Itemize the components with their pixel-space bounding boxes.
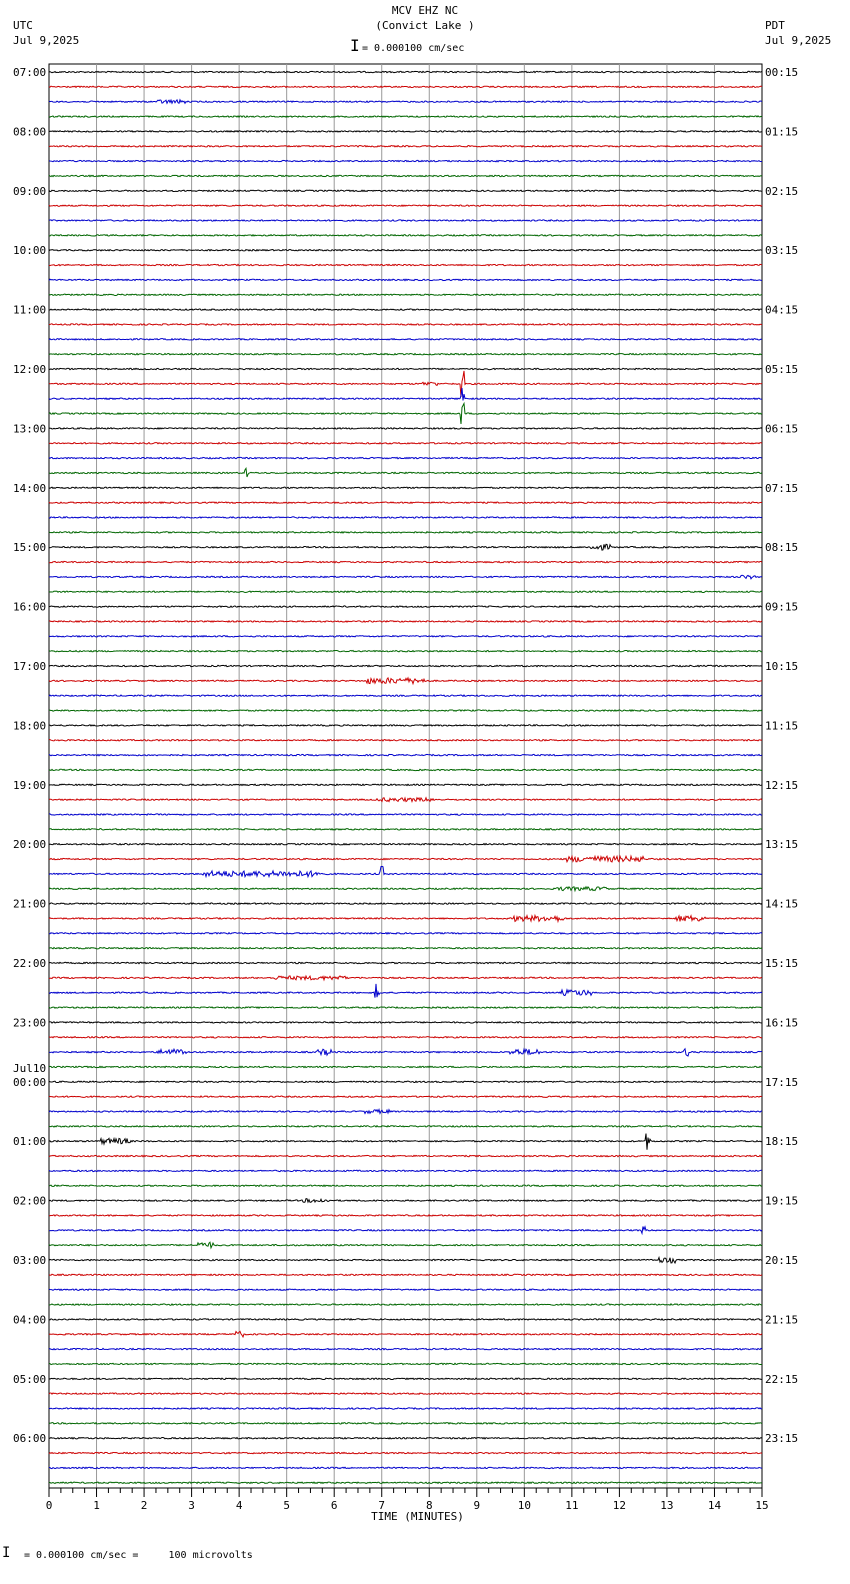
seismic-trace bbox=[49, 962, 762, 963]
seismic-trace bbox=[49, 1378, 762, 1379]
seismic-trace bbox=[49, 1096, 762, 1097]
pdt-hour-label: 20:15 bbox=[765, 1254, 799, 1267]
seismic-trace bbox=[49, 1134, 762, 1150]
seismic-trace bbox=[49, 650, 762, 651]
utc-hour-label: 02:00 bbox=[13, 1194, 47, 1208]
seismic-trace bbox=[49, 784, 762, 785]
scale-bar-icon: I bbox=[350, 36, 360, 55]
utc-hour-label: 18:00 bbox=[13, 719, 47, 733]
left-date: Jul 9,2025 bbox=[13, 34, 80, 47]
seismic-trace bbox=[49, 468, 762, 477]
seismic-trace bbox=[49, 371, 762, 397]
x-tick-label: 13 bbox=[660, 1499, 674, 1512]
seismic-trace bbox=[49, 621, 762, 622]
pdt-hour-label: 12:15 bbox=[765, 778, 799, 792]
seismic-trace bbox=[49, 1066, 762, 1067]
seismic-trace bbox=[49, 844, 762, 845]
seismic-trace bbox=[49, 339, 762, 340]
seismic-trace bbox=[49, 1319, 762, 1320]
utc-hour-label: 04:00 bbox=[13, 1313, 47, 1327]
seismic-trace bbox=[49, 1274, 762, 1275]
seismic-trace bbox=[49, 235, 762, 236]
station-title: MCV EHZ NC bbox=[391, 4, 459, 17]
seismic-trace bbox=[49, 443, 762, 444]
utc-hour-label: 23:00 bbox=[13, 1016, 47, 1030]
scale-label: = 0.000100 cm/sec bbox=[362, 43, 465, 54]
utc-hour-label: 10:00 bbox=[13, 244, 47, 258]
utc-hour-label: 21:00 bbox=[13, 897, 47, 911]
seismic-trace bbox=[49, 798, 762, 802]
seismic-trace bbox=[49, 1126, 762, 1127]
utc-hour-label: 20:00 bbox=[13, 838, 47, 852]
seismic-trace bbox=[49, 866, 762, 876]
seismic-trace bbox=[49, 916, 762, 922]
seismic-trace bbox=[49, 279, 762, 280]
pdt-hour-label: 19:15 bbox=[765, 1194, 799, 1208]
seismic-trace bbox=[49, 1452, 762, 1453]
seismic-trace bbox=[49, 160, 762, 161]
right-timezone: PDT bbox=[765, 19, 785, 32]
seismic-trace bbox=[49, 725, 762, 726]
pdt-hour-label: 11:15 bbox=[765, 719, 799, 733]
seismic-trace bbox=[49, 1110, 762, 1114]
pdt-hour-label: 15:15 bbox=[765, 957, 799, 970]
footer-scale-text: = 0.000100 cm/sec = 100 microvolts bbox=[24, 1550, 253, 1561]
seismic-trace bbox=[49, 933, 762, 934]
x-tick-label: 14 bbox=[707, 1499, 722, 1512]
pdt-hour-label: 00:15 bbox=[765, 66, 799, 79]
pdt-hour-label: 01:15 bbox=[765, 125, 799, 139]
x-tick-label: 2 bbox=[140, 1499, 148, 1512]
utc-hour-label: 19:00 bbox=[13, 778, 47, 792]
seismic-trace bbox=[49, 353, 762, 354]
seismic-trace bbox=[49, 131, 762, 132]
seismic-trace bbox=[49, 116, 762, 117]
x-tick-label: 0 bbox=[45, 1499, 53, 1512]
pdt-hour-label: 21:15 bbox=[765, 1313, 799, 1327]
x-tick-label: 7 bbox=[378, 1499, 386, 1512]
seismic-trace bbox=[49, 829, 762, 830]
seismic-trace bbox=[49, 100, 762, 103]
seismic-trace bbox=[49, 1438, 762, 1439]
seismic-trace bbox=[49, 903, 762, 904]
seismic-trace bbox=[49, 1049, 762, 1056]
utc-hour-label: 11:00 bbox=[13, 303, 47, 317]
seismic-trace bbox=[49, 404, 762, 425]
pdt-hour-label: 09:15 bbox=[765, 600, 799, 614]
seismic-trace bbox=[49, 1304, 762, 1305]
seismic-trace bbox=[49, 636, 762, 637]
utc-hour-label: 00:00 bbox=[13, 1075, 47, 1089]
seismic-trace bbox=[49, 1331, 762, 1337]
pdt-hour-label: 03:15 bbox=[765, 244, 799, 258]
seismic-trace bbox=[49, 769, 762, 770]
utc-hour-label: 15:00 bbox=[13, 541, 47, 555]
x-tick-label: 10 bbox=[517, 1499, 531, 1512]
seismic-trace bbox=[49, 984, 762, 998]
x-tick-label: 9 bbox=[473, 1499, 481, 1512]
utc-hour-label: 03:00 bbox=[13, 1254, 47, 1267]
seismic-trace bbox=[49, 740, 762, 741]
seismic-trace bbox=[49, 1482, 762, 1483]
seismic-trace bbox=[49, 532, 762, 533]
pdt-hour-label: 10:15 bbox=[765, 660, 799, 673]
date-change-label: Jul10 bbox=[13, 1061, 47, 1075]
seismic-trace bbox=[49, 814, 762, 815]
pdt-hour-label: 23:15 bbox=[765, 1432, 799, 1446]
seismic-trace bbox=[49, 1155, 762, 1156]
pdt-hour-label: 17:15 bbox=[765, 1075, 799, 1089]
seismic-trace bbox=[49, 1393, 762, 1394]
seismic-trace bbox=[49, 428, 762, 429]
x-axis-title: TIME (MINUTES) bbox=[371, 1510, 464, 1523]
utc-hour-label: 14:00 bbox=[13, 481, 47, 495]
seismic-trace bbox=[49, 487, 762, 488]
seismic-trace bbox=[49, 1022, 762, 1023]
station-location: (Convict Lake ) bbox=[375, 19, 475, 32]
pdt-hour-label: 16:15 bbox=[765, 1016, 799, 1030]
seismic-trace bbox=[49, 220, 762, 221]
seismic-trace bbox=[49, 1348, 762, 1349]
utc-hour-label: 07:00 bbox=[13, 66, 47, 79]
seismic-trace bbox=[49, 1227, 762, 1234]
x-tick-label: 12 bbox=[612, 1499, 627, 1512]
utc-hour-label: 17:00 bbox=[13, 660, 47, 673]
seismic-trace bbox=[49, 1215, 762, 1216]
seismic-trace bbox=[49, 457, 762, 458]
x-tick-label: 15 bbox=[755, 1499, 769, 1512]
seismic-trace bbox=[49, 294, 762, 295]
seismic-trace bbox=[49, 1199, 762, 1203]
seismic-trace bbox=[49, 175, 762, 176]
seismic-trace bbox=[49, 1185, 762, 1186]
seismic-trace bbox=[49, 575, 762, 579]
seismic-trace bbox=[49, 71, 762, 72]
seismic-trace bbox=[49, 250, 762, 251]
x-tick-label: 6 bbox=[330, 1499, 338, 1512]
pdt-hour-label: 07:15 bbox=[765, 481, 799, 495]
seismic-trace bbox=[49, 388, 762, 400]
seismic-trace bbox=[49, 561, 762, 562]
seismic-trace bbox=[49, 309, 762, 310]
seismic-trace bbox=[49, 368, 762, 369]
seismic-trace bbox=[49, 591, 762, 592]
utc-hour-label: 13:00 bbox=[13, 422, 47, 436]
pdt-hour-label: 08:15 bbox=[765, 541, 799, 555]
footer-scale-icon: I bbox=[2, 1545, 11, 1561]
x-tick-label: 4 bbox=[235, 1499, 243, 1512]
seismic-trace bbox=[49, 1170, 762, 1171]
seismic-trace bbox=[49, 678, 762, 684]
seismic-trace bbox=[49, 1289, 762, 1290]
utc-hour-label: 06:00 bbox=[13, 1432, 47, 1446]
seismic-trace bbox=[49, 1467, 762, 1468]
seismic-trace bbox=[49, 856, 762, 862]
utc-hour-label: 08:00 bbox=[13, 125, 47, 139]
seismic-trace bbox=[49, 976, 762, 980]
seismic-trace bbox=[49, 665, 762, 666]
x-tick-label: 5 bbox=[283, 1499, 290, 1512]
seismic-trace bbox=[49, 1408, 762, 1409]
seismic-trace bbox=[49, 1363, 762, 1364]
pdt-hour-label: 13:15 bbox=[765, 838, 799, 852]
left-timezone: UTC bbox=[13, 19, 33, 32]
utc-hour-label: 01:00 bbox=[13, 1135, 47, 1149]
seismic-trace bbox=[49, 146, 762, 147]
seismic-trace bbox=[49, 1081, 762, 1082]
seismic-trace bbox=[49, 264, 762, 265]
right-date: Jul 9,2025 bbox=[765, 34, 832, 47]
utc-hour-label: 09:00 bbox=[13, 184, 47, 198]
utc-hour-label: 05:00 bbox=[13, 1372, 47, 1386]
x-tick-label: 8 bbox=[425, 1499, 433, 1512]
seismic-trace bbox=[49, 947, 762, 948]
pdt-hour-label: 18:15 bbox=[765, 1135, 799, 1149]
seismic-trace bbox=[49, 86, 762, 87]
seismic-trace bbox=[49, 710, 762, 711]
seismic-trace bbox=[49, 754, 762, 755]
pdt-hour-label: 05:15 bbox=[765, 363, 799, 376]
seismic-trace bbox=[49, 695, 762, 696]
pdt-hour-label: 14:15 bbox=[765, 897, 799, 911]
utc-hour-label: 12:00 bbox=[13, 363, 47, 376]
seismic-trace bbox=[49, 517, 762, 518]
x-tick-label: 11 bbox=[565, 1499, 579, 1512]
pdt-hour-label: 06:15 bbox=[765, 422, 799, 436]
utc-hour-label: 16:00 bbox=[13, 600, 47, 614]
seismic-trace bbox=[49, 502, 762, 503]
seismic-trace bbox=[49, 190, 762, 191]
pdt-hour-label: 02:15 bbox=[765, 184, 799, 198]
utc-hour-label: 22:00 bbox=[13, 957, 47, 970]
seismic-trace bbox=[49, 1258, 762, 1263]
seismic-trace bbox=[49, 1007, 762, 1008]
pdt-hour-label: 04:15 bbox=[765, 303, 799, 317]
seismic-trace bbox=[49, 887, 762, 891]
seismic-trace bbox=[49, 1037, 762, 1038]
seismic-trace bbox=[49, 1242, 762, 1248]
seismic-trace bbox=[49, 544, 762, 550]
x-tick-label: 3 bbox=[188, 1499, 195, 1512]
seismic-trace bbox=[49, 324, 762, 325]
seismic-trace bbox=[49, 1423, 762, 1424]
x-tick-label: 1 bbox=[93, 1499, 100, 1512]
pdt-hour-label: 22:15 bbox=[765, 1372, 799, 1386]
seismic-trace bbox=[49, 606, 762, 607]
seismic-trace bbox=[49, 205, 762, 206]
